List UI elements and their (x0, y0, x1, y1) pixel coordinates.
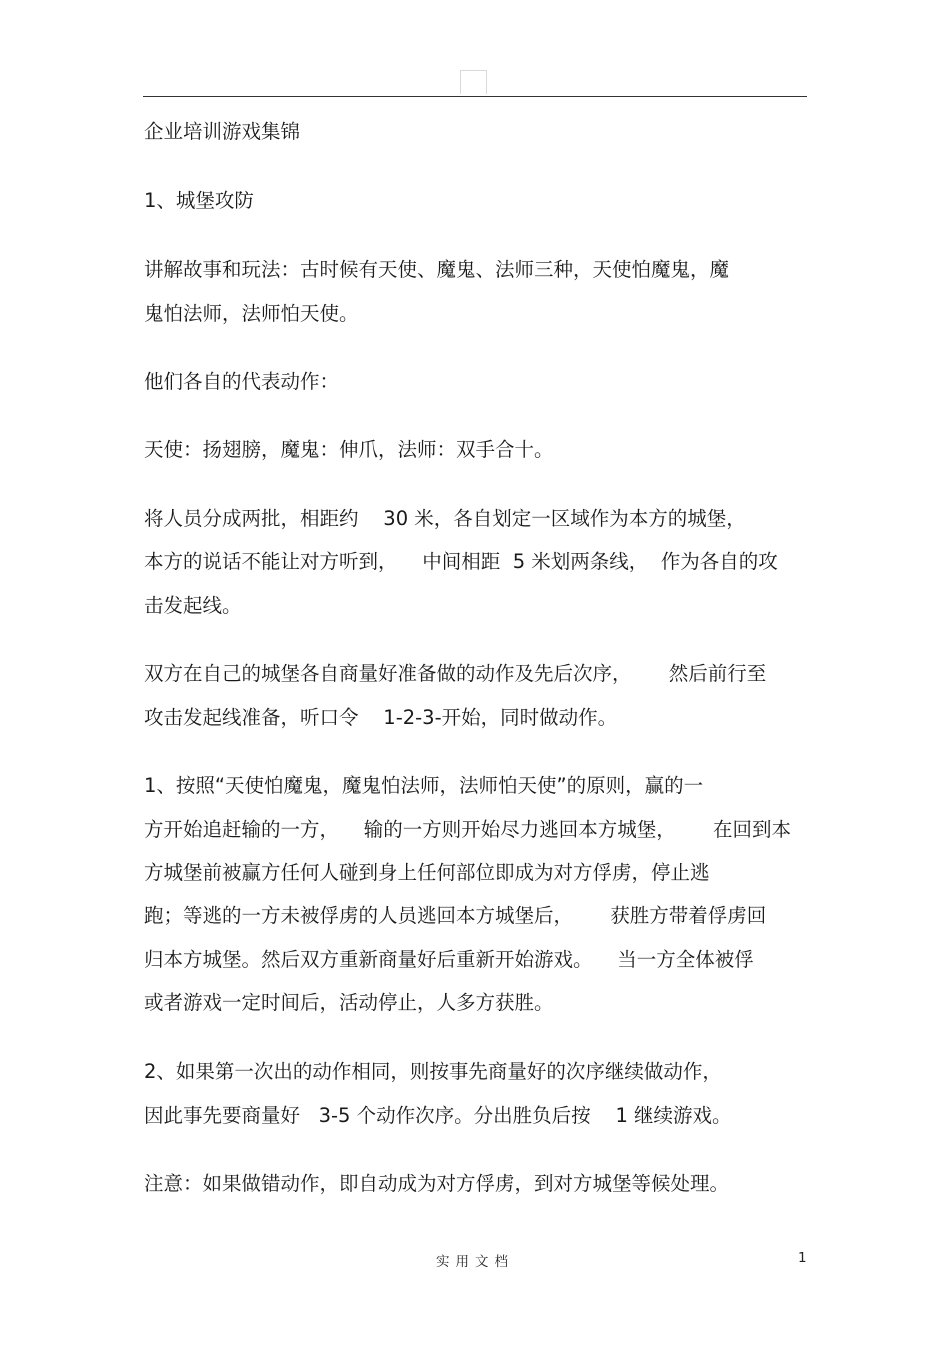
paragraph-line: 归本方城堡。然后双方重新商量好后重新开始游戏。 当一方全体被俘 (144, 948, 754, 971)
paragraph-line: 他们各自的代表动作： (144, 370, 340, 393)
paragraph-line: 注意：如果做错动作，即自动成为对方俘虏，到对方城堡等候处理。 (144, 1172, 730, 1195)
footer-label: 实用文档 (436, 1254, 514, 1270)
paragraph-line: 攻击发起线准备，听口令 1-2-3-开始，同时做动作。 (144, 706, 618, 729)
paragraph-line: 天使：扬翅膀，魔鬼：伸爪，法师：双手合十。 (144, 438, 554, 461)
paragraph-line: 击发起线。 (144, 594, 242, 617)
header-mark (460, 70, 487, 94)
paragraph-line: 双方在自己的城堡各自商量好准备做的动作及先后次序， 然后前行至 (144, 662, 767, 685)
page-number: 1 (798, 1250, 807, 1266)
paragraph-line: 讲解故事和玩法：古时候有天使、魔鬼、法师三种，天使怕魔鬼，魔 (144, 258, 730, 281)
paragraph-line: 或者游戏一定时间后，活动停止，人多方获胜。 (144, 991, 554, 1014)
paragraph-line: 方城堡前被赢方任何人碰到身上任何部位即成为对方俘虏，停止逃 (144, 861, 710, 884)
paragraph-line: 1、按照“天使怕魔鬼，魔鬼怕法师，法师怕天使”的原则，赢的一 (144, 774, 704, 797)
paragraph-line: 跑；等逃的一方未被俘虏的人员逃回本方城堡后， 获胜方带着俘虏回 (144, 904, 767, 927)
document-title: 企业培训游戏集锦 (144, 120, 301, 143)
section-heading: 1、城堡攻防 (144, 189, 254, 212)
header-rule (143, 96, 807, 97)
paragraph-line: 将人员分成两批，相距约 30 米，各自划定一区域作为本方的城堡， (144, 507, 746, 530)
paragraph-line: 因此事先要商量好 3-5 个动作次序。分出胜负后按 1 继续游戏。 (144, 1104, 732, 1127)
paragraph-line: 方开始追赶输的一方， 输的一方则开始尽力逃回本方城堡， 在回到本 (144, 818, 791, 841)
paragraph-line: 鬼怕法师，法师怕天使。 (144, 302, 359, 325)
paragraph-line: 2、如果第一次出的动作相同，则按事先商量好的次序继续做动作， (144, 1060, 722, 1083)
paragraph-line: 本方的说话不能让对方听到， 中间相距 5 米划两条线， 作为各自的攻 (144, 550, 778, 573)
